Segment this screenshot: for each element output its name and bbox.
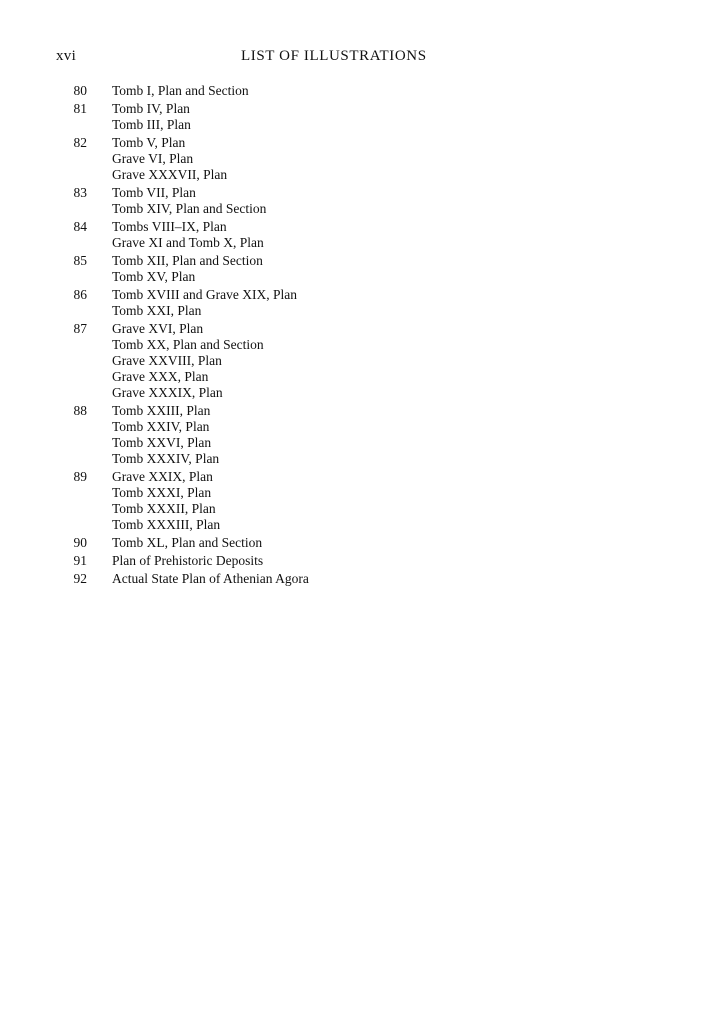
figure-number: 82 bbox=[73, 135, 87, 150]
figure-caption: Actual State Plan of Athenian Agora bbox=[112, 571, 309, 586]
figure-caption: Tomb V, Plan bbox=[112, 135, 186, 150]
figure-number: 91 bbox=[73, 553, 87, 568]
caption-group bbox=[112, 571, 309, 587]
figure-caption: Tomb XXI, Plan bbox=[112, 303, 202, 318]
figure-caption: Tomb XXIV, Plan bbox=[112, 419, 210, 434]
caption-group bbox=[112, 135, 227, 183]
caption-group bbox=[112, 321, 264, 401]
figure-caption: Tomb XX, Plan and Section bbox=[112, 337, 264, 352]
figure-caption: Tomb XXVI, Plan bbox=[112, 435, 212, 450]
list-item bbox=[0, 535, 725, 551]
caption-group bbox=[112, 287, 297, 319]
figure-caption: Tomb XXIII, Plan bbox=[112, 403, 211, 418]
figure-number: 92 bbox=[73, 571, 87, 586]
figure-caption: Plan of Prehistoric Deposits bbox=[112, 553, 264, 568]
figure-caption: Tomb XII, Plan and Section bbox=[112, 253, 263, 268]
figure-caption: Tomb I, Plan and Section bbox=[112, 83, 249, 98]
figure-number: 80 bbox=[73, 83, 87, 98]
figure-caption: Tomb IV, Plan bbox=[112, 101, 190, 116]
figure-number: 85 bbox=[73, 253, 87, 268]
figure-number: 89 bbox=[73, 469, 87, 484]
figure-caption: Grave VI, Plan bbox=[112, 151, 194, 166]
caption-group bbox=[112, 219, 264, 251]
caption-group bbox=[112, 403, 219, 467]
figure-caption: Tomb XL, Plan and Section bbox=[112, 535, 263, 550]
figure-number: 90 bbox=[73, 535, 87, 550]
figure-caption: Grave XVI, Plan bbox=[112, 321, 204, 336]
figure-caption: Grave XXIX, Plan bbox=[112, 469, 213, 484]
caption-group bbox=[112, 83, 249, 99]
list-item bbox=[0, 321, 725, 401]
page-number: xvi bbox=[56, 48, 77, 64]
figure-caption: Tombs VIII–IX, Plan bbox=[112, 219, 227, 234]
figure-caption: Tomb XXXIV, Plan bbox=[112, 451, 220, 466]
figure-caption: Grave XXVIII, Plan bbox=[112, 353, 222, 368]
list-item bbox=[0, 101, 725, 133]
caption-group bbox=[112, 535, 262, 551]
list-item bbox=[0, 403, 725, 467]
caption-group bbox=[112, 553, 263, 569]
figure-number: 81 bbox=[73, 101, 87, 116]
page-header bbox=[0, 48, 725, 70]
list-item bbox=[0, 253, 725, 285]
list-item bbox=[0, 469, 725, 533]
list-item bbox=[0, 219, 725, 251]
figure-caption: Grave XI and Tomb X, Plan bbox=[112, 235, 264, 250]
figure-number: 88 bbox=[73, 403, 87, 418]
figure-number: 87 bbox=[73, 321, 87, 336]
figure-caption: Tomb XIV, Plan and Section bbox=[112, 201, 267, 216]
illustration-list bbox=[0, 83, 725, 589]
list-item bbox=[0, 83, 725, 99]
list-item bbox=[0, 287, 725, 319]
figure-caption: Tomb XVIII and Grave XIX, Plan bbox=[112, 287, 298, 302]
figure-caption: Tomb VII, Plan bbox=[112, 185, 196, 200]
caption-group bbox=[112, 469, 220, 533]
figure-caption: Grave XXX, Plan bbox=[112, 369, 209, 384]
figure-caption: Tomb XXXII, Plan bbox=[112, 501, 216, 516]
caption-group bbox=[112, 101, 191, 133]
figure-number: 86 bbox=[73, 287, 87, 302]
figure-caption: Grave XXXVII, Plan bbox=[112, 167, 228, 182]
list-item bbox=[0, 185, 725, 217]
caption-group bbox=[112, 253, 263, 285]
list-item bbox=[0, 571, 725, 587]
figure-caption: Tomb III, Plan bbox=[112, 117, 191, 132]
page-title: LIST OF ILLUSTRATIONS bbox=[241, 48, 427, 64]
figure-caption: Tomb XXXI, Plan bbox=[112, 485, 212, 500]
figure-caption: Tomb XXXIII, Plan bbox=[112, 517, 221, 532]
list-item bbox=[0, 553, 725, 569]
figure-caption: Grave XXXIX, Plan bbox=[112, 385, 223, 400]
figure-number: 84 bbox=[73, 219, 87, 234]
figure-caption: Tomb XV, Plan bbox=[112, 269, 196, 284]
caption-group bbox=[112, 185, 266, 217]
figure-number: 83 bbox=[73, 185, 87, 200]
list-item bbox=[0, 135, 725, 183]
